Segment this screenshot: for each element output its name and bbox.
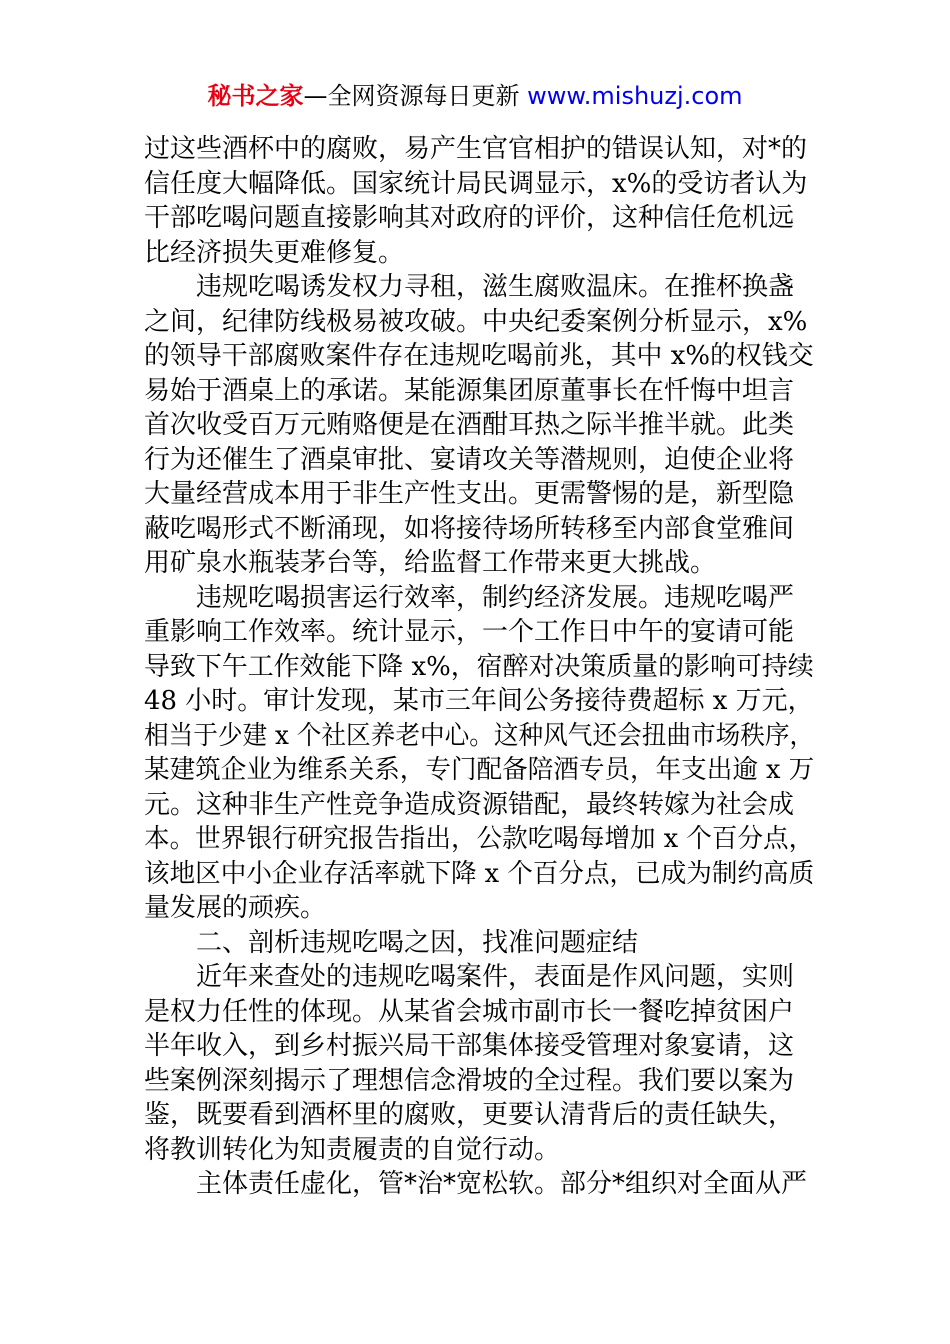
text-line: 的领导干部腐败案件存在违规吃喝前兆，其中 x%的权钱交 (144, 341, 814, 371)
text-line: 半年收入，到乡村振兴局干部集体接受管理对象宴请，这 (144, 1031, 795, 1061)
text-line: 大量经营成本用于非生产性支出。更需警惕的是，新型隐 (144, 479, 795, 509)
text-line: 比经济损失更难修复。 (144, 237, 405, 268)
text-line: 易始于酒桌上的承诺。某能源集团原董事长在忏悔中坦言 (144, 375, 795, 406)
paragraph-first-line: 近年来查处的违规吃喝案件，表面是作风问题，实则 (196, 962, 795, 992)
text-line: 蔽吃喝形式不断涌现，如将接待场所转移至内部食堂雅间 (144, 513, 795, 544)
paragraph-first-line: 违规吃喝损害运行效率，制约经济发展。违规吃喝严 (196, 582, 795, 613)
text-line: 该地区中小企业存活率就下降 x 个百分点，已成为制约高质 (144, 858, 815, 889)
text-line: 将教训转化为知责履责的自觉行动。 (144, 1134, 561, 1165)
section-heading: 二、剖析违规吃喝之因，找准问题症结 (196, 927, 639, 958)
site-header (0, 80, 950, 112)
text-line: 元。这种非生产性竞争造成资源错配，最终转嫁为社会成 (144, 789, 795, 820)
paragraph-first-line: 违规吃喝诱发权力寻租，滋生腐败温床。在推杯换盏 (196, 272, 795, 302)
site-url-link[interactable]: www.mishuzj.com (527, 82, 743, 110)
text-line: 重影响工作效率。统计显示，一个工作日中午的宴请可能 (144, 617, 795, 647)
text-line: 是权力任性的体现。从某省会城市副市长一餐吃掉贫困户 (144, 996, 795, 1027)
text-line: 相当于少建 x 个社区养老中心。这种风气还会扭曲市场秩序， (144, 720, 815, 751)
text-line: 本。世界银行研究报告指出，公款吃喝每增加 x 个百分点， (144, 824, 815, 854)
text-line: 某建筑企业为维系关系，专门配备陪酒专员，年支出逾 x 万 (144, 755, 815, 785)
text-line: 鉴，既要看到酒杯里的腐败，更要认清背后的责任缺失， (144, 1100, 795, 1130)
text-line: 些案例深刻揭示了理想信念滑坡的全过程。我们要以案为 (144, 1065, 795, 1096)
document-body (144, 132, 814, 1202)
text-line: 行为还催生了酒桌审批、宴请攻关等潜规则，迫使企业将 (144, 444, 795, 475)
text-line: 48 小时。审计发现，某市三年间公务接待费超标 x 万元， (144, 686, 814, 716)
text-line: 首次收受百万元贿赂便是在酒酣耳热之际半推半就。此类 (144, 410, 795, 440)
text-line: 之间，纪律防线极易被攻破。中央纪委案例分析显示，x% (144, 306, 808, 337)
site-brand: 秘书之家 (207, 82, 304, 110)
text-line: 信任度大幅降低。国家统计局民调显示，x%的受访者认为 (144, 168, 808, 199)
text-line: 用矿泉水瓶装茅台等，给监督工作带来更大挑战。 (144, 548, 717, 578)
paragraph-first-line: 主体责任虚化，管*治*宽松软。部分*组织对全面从严 (196, 1169, 808, 1199)
text-line: 干部吃喝问题直接影响其对政府的评价，这种信任危机远 (144, 203, 795, 233)
text-line: 过这些酒杯中的腐败，易产生官官相护的错误认知，对*的 (144, 134, 808, 164)
site-tagline: —全网资源每日更新 (303, 82, 520, 110)
text-line: 导致下午工作效能下降 x%，宿醉对决策质量的影响可持续 (144, 651, 814, 682)
text-line: 量发展的顽疾。 (144, 893, 327, 923)
